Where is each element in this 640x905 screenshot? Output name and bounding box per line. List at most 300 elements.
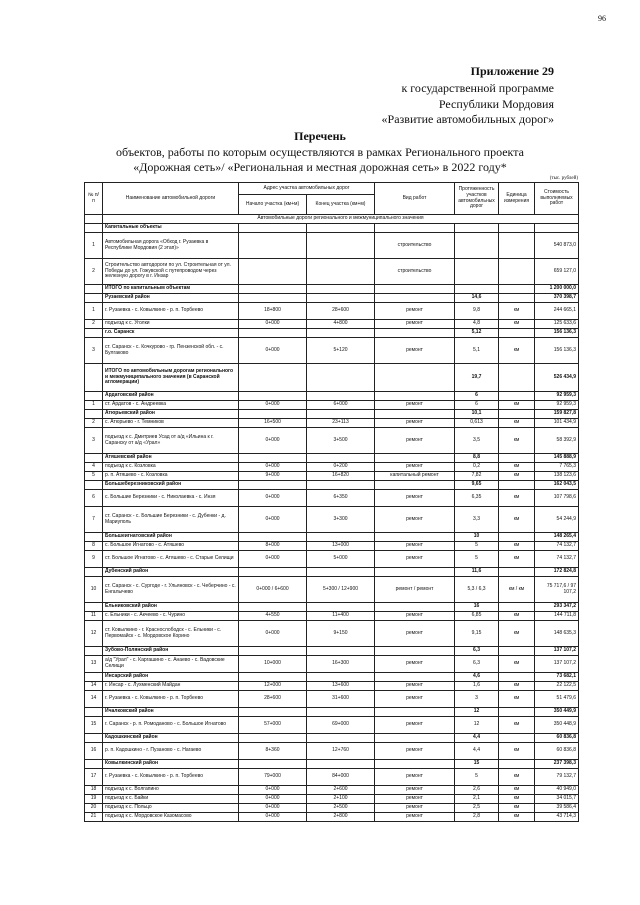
unit-cell [499,481,535,490]
work-cell [375,533,455,542]
work-cell: ремонт [375,507,455,533]
length-cell: 9,65 [455,481,499,490]
row-num-cell: 20 [85,804,103,813]
end-cell: 69+000 [307,717,375,734]
length-cell: 2,1 [455,795,499,804]
cost-cell: 51 479,6 [535,691,579,708]
end-cell: 23+113 [307,419,375,428]
work-cell: строительство [375,259,455,285]
length-cell: 1,6 [455,682,499,691]
road-name-cell: подъезд к с. Мордовское Казомасово [103,813,239,822]
work-cell: ремонт [375,490,455,507]
work-cell: ремонт [375,303,455,320]
cost-cell: 350 448,9 [535,717,579,734]
table-row [85,691,579,708]
end-cell [307,392,375,401]
table-row [85,647,579,656]
end-cell: 5+300 / 12+900 [307,577,375,603]
start-cell [239,259,307,285]
length-cell: 6,85 [455,612,499,621]
road-name-cell: ст. Ардатов - с. Андреевка [103,401,239,410]
start-cell: 0+000 [239,786,307,795]
start-cell: 0+000 [239,463,307,472]
road-name-cell: подъезд к с. Байки [103,795,239,804]
unit-cell [499,259,535,285]
table-row [85,708,579,717]
appendix-line-2: Республики Мордовия [438,97,554,111]
cost-cell: 137 107,2 [535,647,579,656]
end-cell [307,647,375,656]
length-cell: 5,3 / 6,3 [455,577,499,603]
row-num-cell: 2 [85,259,103,285]
end-cell: 11+400 [307,612,375,621]
end-cell: 5+120 [307,338,375,364]
row-num-cell: 17 [85,769,103,786]
length-cell: 4,6 [455,673,499,682]
work-cell [375,760,455,769]
document-subtitle-2: «Дорожная сеть»/ «Региональная и местная дорожная сеть» в 2022 году* [133,160,507,174]
unit-cell [499,673,535,682]
start-cell [239,673,307,682]
cost-cell [535,224,579,233]
start-cell: 0+000 / 6+600 [239,577,307,603]
unit-cell: км [499,490,535,507]
row-num-cell [85,481,103,490]
unit-cell [499,285,535,294]
unit-cell: км [499,743,535,760]
cost-cell: 244 665,1 [535,303,579,320]
document-subtitle-1: объектов, работы по которым осуществляются в рамках Регионального проекта [116,145,524,159]
road-name-cell: с. Ельники - с. Акчеево - с. Чурино [103,612,239,621]
cost-cell: 43 714,3 [535,813,579,822]
table-row [85,410,579,419]
end-cell [307,259,375,285]
unit-cell: км [499,303,535,320]
section-name-cell: Дубенский район [103,568,239,577]
work-cell [375,392,455,401]
start-cell [239,533,307,542]
section-name-cell: Ичалковский район [103,708,239,717]
end-cell [307,233,375,259]
table-row [85,804,579,813]
row-num-cell [85,224,103,233]
work-cell: ремонт [375,542,455,551]
length-cell: 5,1 [455,338,499,364]
length-cell: 10,1 [455,410,499,419]
start-cell [239,760,307,769]
work-cell: ремонт [375,769,455,786]
work-cell: ремонт [375,621,455,647]
length-cell [455,233,499,259]
end-cell: 12+760 [307,743,375,760]
length-cell: 4,8 [455,320,499,329]
table-row [85,743,579,760]
unit-cell [499,734,535,743]
work-cell: ремонт [375,338,455,364]
start-cell [239,454,307,463]
length-cell: 3,3 [455,507,499,533]
unit-cell [499,364,535,392]
end-cell: 3+300 [307,507,375,533]
road-name-cell: а/д "Урал" - с. Каргашино - с. Анаево - с. Вадовские Селищи [103,656,239,673]
length-cell: 6,3 [455,647,499,656]
start-cell: 0+000 [239,401,307,410]
work-cell: ремонт [375,419,455,428]
end-cell [307,454,375,463]
table-row [85,320,579,329]
end-cell [307,481,375,490]
work-cell: ремонт [375,463,455,472]
header-start: Начало участка (км+м) [239,195,307,215]
start-cell: 0+000 [239,507,307,533]
header-end: Конец участка (км+м) [307,195,375,215]
road-name-cell: Строительство автодороги по ул. Строительная от ул. Победы до ул. Гожувской с путепроводом через железную дорогу в г. Инзар [103,259,239,285]
section-name-cell: Капитальные объекты [103,224,239,233]
start-cell [239,233,307,259]
unit-cell: км [499,717,535,734]
start-cell: 0+000 [239,795,307,804]
unit-cell [499,329,535,338]
table-row [85,490,579,507]
row-num-cell: 5 [85,472,103,481]
table-row [85,656,579,673]
table-row [85,303,579,320]
unit-cell [499,392,535,401]
row-num-cell [85,392,103,401]
unit-cell [499,647,535,656]
road-name-cell: ст. Саранск - с. Сургоде - г. Ульяновск - с. Чеберчино - с. Енгалычево [103,577,239,603]
road-name-cell: подъезд к с. Дмитриев Усад от а/д «Ильина к г. Саранску от а/д «Урал» [103,428,239,454]
work-cell: ремонт [375,428,455,454]
cost-cell: 148 265,4 [535,533,579,542]
start-cell: 9+000 [239,472,307,481]
start-cell: 0+000 [239,428,307,454]
unit-cell: км [499,507,535,533]
unit-cell: км [499,786,535,795]
start-cell: 10+000 [239,656,307,673]
work-cell: ремонт [375,551,455,568]
table-row [85,329,579,338]
unit-cell: км [499,813,535,822]
work-cell [375,329,455,338]
length-cell: 7,82 [455,472,499,481]
unit-cell [499,410,535,419]
row-num-cell: 1 [85,303,103,320]
row-num-cell: 3 [85,338,103,364]
work-cell: строительство [375,233,455,259]
length-cell: 5 [455,551,499,568]
work-cell: ремонт [375,795,455,804]
road-name-cell: подъезд к с. Волгапино [103,786,239,795]
section-name-cell: Атюрьевский район [103,410,239,419]
end-cell: 31+600 [307,691,375,708]
cost-cell: 237 398,3 [535,760,579,769]
start-cell: 0+000 [239,804,307,813]
end-cell: 3+500 [307,428,375,454]
work-cell [375,481,455,490]
header-cost: Стоимость выполняемых работ [535,183,579,215]
work-cell [375,647,455,656]
row-num-cell: 11 [85,612,103,621]
row-num-cell: 19 [85,795,103,804]
table-row [85,577,579,603]
unit-cell: км [499,682,535,691]
cost-cell: 137 107,2 [535,656,579,673]
start-cell [239,603,307,612]
unit-cell [499,294,535,303]
road-name-cell: г. Рузаевка - с. Ковылкино - р. п. Торбеево [103,691,239,708]
cost-cell: 101 434,9 [535,419,579,428]
cost-cell: 172 824,8 [535,568,579,577]
end-cell [307,285,375,294]
cost-cell: 79 132,7 [535,769,579,786]
table-row [85,533,579,542]
table-row [85,621,579,647]
work-cell [375,285,455,294]
end-cell [307,673,375,682]
row-num-cell: 1 [85,401,103,410]
table-row [85,717,579,734]
length-cell: 12 [455,708,499,717]
unit-cell: км [499,472,535,481]
cost-cell: 75 717,6 / 97 107,2 [535,577,579,603]
cost-cell: 370 398,7 [535,294,579,303]
start-cell [239,481,307,490]
end-cell: 6+000 [307,401,375,410]
cost-cell: 74 132,7 [535,551,579,568]
cost-cell: 144 711,8 [535,612,579,621]
table-row [85,612,579,621]
road-name-cell: с. Большое Игнатово - с. Атяшево [103,542,239,551]
work-cell [375,568,455,577]
appendix-title: Приложение 29 [470,64,554,78]
row-num-cell [85,364,103,392]
length-cell: 5,12 [455,329,499,338]
work-cell [375,294,455,303]
end-cell [307,760,375,769]
end-cell: 2+100 [307,795,375,804]
appendix-line-3: «Развитие автомобильных дорог» [381,112,554,126]
length-cell: 9,8 [455,303,499,320]
length-cell: 3,5 [455,428,499,454]
roads-table [84,182,579,822]
unit-cell: км [499,804,535,813]
end-cell: 2+500 [307,804,375,813]
section-name-cell: Зубово-Полянский район [103,647,239,656]
table-row [85,734,579,743]
unit-cell [499,454,535,463]
table-row [85,428,579,454]
length-cell: 11,6 [455,568,499,577]
unit-cell: км / км [499,577,535,603]
end-cell [307,708,375,717]
work-cell [375,410,455,419]
start-cell [239,410,307,419]
header-name: Наименование автомобильной дороги [103,183,239,215]
row-num-cell: 7 [85,507,103,533]
cost-cell: 22 122,5 [535,682,579,691]
work-cell: ремонт [375,804,455,813]
unit-cell [499,760,535,769]
length-cell: 19,7 [455,364,499,392]
row-num-cell: 1 [85,233,103,259]
row-num-cell: 14 [85,691,103,708]
table-row [85,542,579,551]
unit-cell: км [499,401,535,410]
road-name-cell: ст. Большое Игнатово - с. Атяшево - с. Старые Селищи [103,551,239,568]
end-cell: 84+000 [307,769,375,786]
row-num-cell [85,533,103,542]
length-cell: 0,613 [455,419,499,428]
page-number: 96 [598,14,606,23]
work-cell [375,364,455,392]
length-cell [455,285,499,294]
length-cell: 2,8 [455,813,499,822]
group-heading-cell: Автомобильные дороги регионального и межмуниципального значения [103,215,579,224]
road-name-cell: г. Инсар - с. Лухменский Майдан [103,682,239,691]
cost-cell: 74 132,7 [535,542,579,551]
unit-cell [499,224,535,233]
row-num-cell [85,410,103,419]
end-cell: 0+200 [307,463,375,472]
work-cell: капитальный ремонт [375,472,455,481]
section-name-cell: Большеберезниковский район [103,481,239,490]
section-name-cell: Рузаевский район [103,294,239,303]
road-name-cell: г. Рузаевка - с. Ковылкино - р. п. Торбеево [103,769,239,786]
cost-cell: 156 136,3 [535,338,579,364]
table-row [85,472,579,481]
cost-cell: 540 873,0 [535,233,579,259]
length-cell: 4,4 [455,734,499,743]
road-name-cell: подъезд к с. Козловка [103,463,239,472]
work-cell: ремонт [375,743,455,760]
end-cell: 13+000 [307,542,375,551]
length-cell: 10 [455,533,499,542]
cost-cell: 162 043,5 [535,481,579,490]
unit-cell: км [499,542,535,551]
cost-cell: 145 888,9 [535,454,579,463]
length-cell: 5 [455,542,499,551]
work-cell: ремонт [375,612,455,621]
start-cell: 0+000 [239,490,307,507]
cost-cell: 58 392,9 [535,428,579,454]
start-cell [239,285,307,294]
road-name-cell: с. Большие Березники - с. Николаевка - с. Инзя [103,490,239,507]
end-cell [307,224,375,233]
cost-cell: 526 434,9 [535,364,579,392]
start-cell: 8+360 [239,743,307,760]
row-num-cell: 16 [85,743,103,760]
cost-cell: 60 836,8 [535,734,579,743]
end-cell: 2+800 [307,813,375,822]
start-cell [239,708,307,717]
end-cell [307,410,375,419]
row-num-cell [85,285,103,294]
road-name-cell: Автомобильная дорога «Обход г. Рузаевка в Республике Мордовия (2 этап)» [103,233,239,259]
length-cell: 9,15 [455,621,499,647]
unit-cell: км [499,621,535,647]
end-cell: 28+600 [307,303,375,320]
table-row [85,454,579,463]
table-row [85,760,579,769]
start-cell [239,734,307,743]
work-cell [375,454,455,463]
length-cell: 3 [455,691,499,708]
cost-cell: 659 127,0 [535,259,579,285]
start-cell: 0+000 [239,338,307,364]
table-row [85,507,579,533]
road-name-cell: ст. Саранск - с. Кочкурово - гр. Пензенской обл. - с. Булгаково [103,338,239,364]
work-cell: ремонт [375,717,455,734]
length-cell: 12 [455,717,499,734]
row-num-cell [85,603,103,612]
row-num-cell: 2 [85,419,103,428]
length-cell: 2,5 [455,804,499,813]
length-cell: 6 [455,401,499,410]
table-row [85,769,579,786]
end-cell [307,329,375,338]
unit-cell: км [499,612,535,621]
section-name-cell: ИТОГО по автомобильным дорогам регионального и межмуниципального значения (в Саранской агломерации) [103,364,239,392]
length-cell: 2,6 [455,786,499,795]
row-num-cell: 8 [85,542,103,551]
table-row [85,786,579,795]
row-num-cell: 10 [85,577,103,603]
work-cell [375,708,455,717]
cost-cell: 34 015,7 [535,795,579,804]
work-cell: ремонт [375,320,455,329]
start-cell: 57+000 [239,717,307,734]
header-work: Вид работ [375,183,455,215]
start-cell [239,329,307,338]
unit-cell: км [499,656,535,673]
length-cell [455,224,499,233]
cost-cell: 60 836,8 [535,743,579,760]
start-cell [239,294,307,303]
unit-cell: км [499,338,535,364]
cost-cell: 1 200 000,0 [535,285,579,294]
end-cell: 4+800 [307,320,375,329]
row-num-cell: 9 [85,551,103,568]
road-name-cell: р. п. Атяшево - с. Козловка [103,472,239,481]
end-cell: 9+150 [307,621,375,647]
work-cell: ремонт [375,682,455,691]
start-cell: 8+000 [239,542,307,551]
length-cell: 15 [455,760,499,769]
header-section: Адрес участка автомобильных дорог [239,183,375,195]
cost-cell: 40 949,0 [535,786,579,795]
row-num-cell [85,734,103,743]
row-num-cell: 12 [85,621,103,647]
start-cell: 18+800 [239,303,307,320]
start-cell: 0+000 [239,320,307,329]
cost-cell: 148 635,3 [535,621,579,647]
cost-cell: 138 123,6 [535,472,579,481]
start-cell: 0+000 [239,621,307,647]
start-cell: 12+000 [239,682,307,691]
row-num-cell: 13 [85,656,103,673]
length-cell: 6 [455,392,499,401]
table-row [85,673,579,682]
end-cell [307,533,375,542]
row-num-cell: 15 [85,717,103,734]
end-cell: 2+600 [307,786,375,795]
road-name-cell: ст. Ковылкино - г. Краснослободск - с. Ельники - с. Первомайск - с. Мордовское Корино [103,621,239,647]
end-cell [307,364,375,392]
unit-cell: км [499,320,535,329]
work-cell: ремонт [375,813,455,822]
cost-cell: 92 959,3 [535,392,579,401]
